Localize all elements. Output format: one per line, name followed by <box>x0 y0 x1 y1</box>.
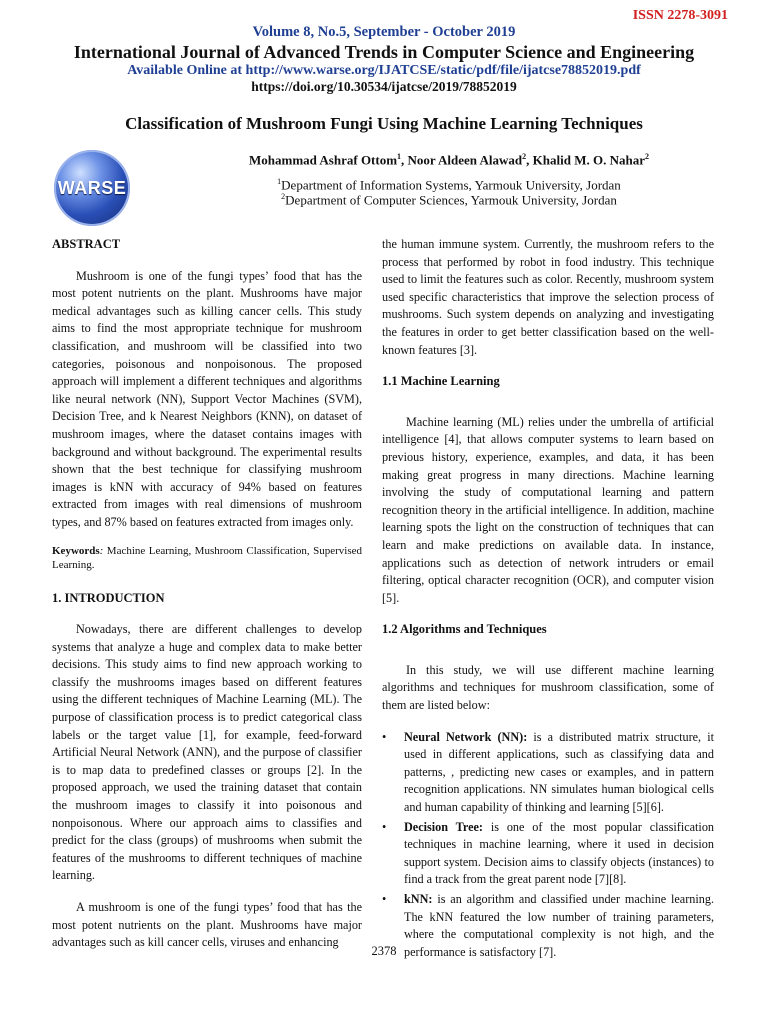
intro-paragraph-1: Nowadays, there are different challenges to develop systems that analyze a huge and complex data to make better decisions. This study aims to find new approach working to classify the mushrooms images based on different features using the different techniques of Machine Learning (ML). The purpose of classification process is to predict categorical class labels or the target value [1], for example, feed-forward Artificial Neural Network (ANN), and the purpose of classifier is to map data to predefined classes or groups [2]. In the proposed approach, we used the training dataset that contain the mushroom images to classify it into poisonous and nonpoisonous. Where our approach aims to classifies and predict for the class (groups) of mushrooms when submit the features of the mushrooms to different techniques of machine learning. <box>52 622 362 883</box>
list-item <box>382 819 714 889</box>
keywords <box>52 544 362 572</box>
alg-heading: 1.2 Algorithms and Techniques <box>382 622 547 637</box>
continued-paragraph: the human immune system. Currently, the mushroom refers to the process that performed by robot in food industry. This technique used to limit the features such as color. Recently, mushroom system used specific characteristics that improve the selection process of mushrooms. Such system depends on analyzing and investigating the features in order to get better classification based on the well-known features [3]. <box>382 237 714 357</box>
list-item-label: Neural Network (NN): <box>404 729 528 744</box>
bullet-icon: • <box>382 892 387 906</box>
affiliation-sup: 1 <box>277 177 282 186</box>
warse-logo-icon <box>54 150 130 226</box>
author-sup: 2 <box>522 152 527 161</box>
author-name: Khalid M. O. Nahar <box>532 152 645 168</box>
list-item-label: kNN: <box>404 892 433 906</box>
paper-title: Classification of Mushroom Fungi Using Machine Learning Techniques <box>125 114 643 133</box>
volume-line: Volume 8, No.5, September - October 2019 <box>252 24 516 40</box>
author-sup: 2 <box>644 152 649 161</box>
affiliation-2 <box>130 192 768 208</box>
keywords-sep: : <box>99 544 104 557</box>
list-item-text: is an algorithm and classified under machine learning. The kNN featured the low number of training parameters, where the computational complexity is not high, and the performance is satisfactory [7]. <box>404 892 714 959</box>
affiliation-sup: 2 <box>281 192 286 201</box>
author-name: Noor Aldeen Alawad <box>407 152 523 168</box>
page-number: 2378 <box>371 944 397 958</box>
bullet-icon: • <box>382 729 387 744</box>
intro-paragraph-2: A mushroom is one of the fungi types’ food that has the most potent nutrients on the plant. Mushrooms have major advantages such as kill cancer cells, viruses and enhancing <box>52 900 362 950</box>
keywords-text: Machine Learning, Mushroom Classification, Supervised Learning. <box>52 544 362 571</box>
list-item-text: is a distributed matrix structure, it used in different applications, such as classifying data and patterns, , predicting new cases or examples, and in pattern recognition applications. NN simulates human biological cells and human capability of thinking and learning [5][6]. <box>404 729 714 815</box>
keywords-label: Keywords <box>52 544 100 557</box>
intro-heading: 1. INTRODUCTION <box>52 590 165 605</box>
abstract-text: Mushroom is one of the fungi types’ food that has the most potent nutrients on the plant. Mushrooms have major medical advantages such as killing cancer cells. This study aims to find the most appropriate technique for mushroom classification, and mushroom will be classified into two categories, poisonous and nonpoisonous. The proposed approach will implement a different techniques and algorithms like neural network (NN), Support Vector Machines (SVM), Decision Tree, and k Nearest Neighbors (KNN), on dataset of mushroom images, where the dataset contains images with background and without background. The experimental results shown that the best technique for classifying mushroom images is kNN with accuracy of 94% based on features extracted from images with real dimensions of mushroom types, and 87% based on features extracted from images only. <box>52 268 362 529</box>
issn-label: ISSN 2278-3091 <box>632 8 728 23</box>
right-column <box>382 236 714 963</box>
list-item-label: Decision Tree: <box>404 819 483 834</box>
alg-paragraph: In this study, we will use different machine learning algorithms and techniques for mushroom classification, some of them are listed below: <box>382 662 714 713</box>
online-url[interactable]: Available Online at http://www.warse.org/IJATCSE/static/pdf/file/ijatcse78852019.pdf <box>127 63 641 78</box>
ml-heading: 1.1 Machine Learning <box>382 374 500 389</box>
abstract-heading: ABSTRACT <box>52 237 121 251</box>
author-sup: 1 <box>397 152 402 161</box>
left-column <box>52 236 362 952</box>
list-item <box>382 729 714 817</box>
bullet-icon: • <box>382 819 387 834</box>
affiliation-text: Department of Computer Sciences, Yarmouk University, Jordan <box>285 192 617 208</box>
author-name: Mohammad Ashraf Ottom <box>249 152 398 168</box>
doi-link[interactable]: https://doi.org/10.30534/ijatcse/2019/78852019 <box>251 79 517 94</box>
list-item-text: is one of the most popular classification techniques in machine learning, where it used in decision support system. Decision aims to classify objects (instances) to find a track from the great parent node [7][8]. <box>404 819 715 887</box>
affiliation-text: Department of Information Systems, Yarmouk University, Jordan <box>281 177 621 193</box>
journal-title: International Journal of Advanced Trends in Computer Science and Engineering <box>73 42 695 62</box>
author-line: Mohammad Ashraf Ottom$^1$, Noor Aldeen Alawad$^2$, Khalid M. O. Nahar$^2$ <box>249 152 649 168</box>
logo-text: WARSE <box>57 178 127 198</box>
ml-paragraph: Machine learning (ML) relies under the umbrella of artificial intelligence [4], that allows computer systems to learn based on previous history, experience, examples, and data, it has been making great progress in many directions. Machine learning involving the study of computational learning and pattern recognition theory in the artificial intelligence. In addition, machine learning spots the light on the construction of techniques that can learn and make predictions on available data. In instance, applications such as detection of network intruders or email filtering, optical character recognition (OCR), and computer vision [5]. <box>382 414 714 605</box>
affiliation-1 <box>130 177 768 193</box>
algorithm-list <box>382 729 714 962</box>
